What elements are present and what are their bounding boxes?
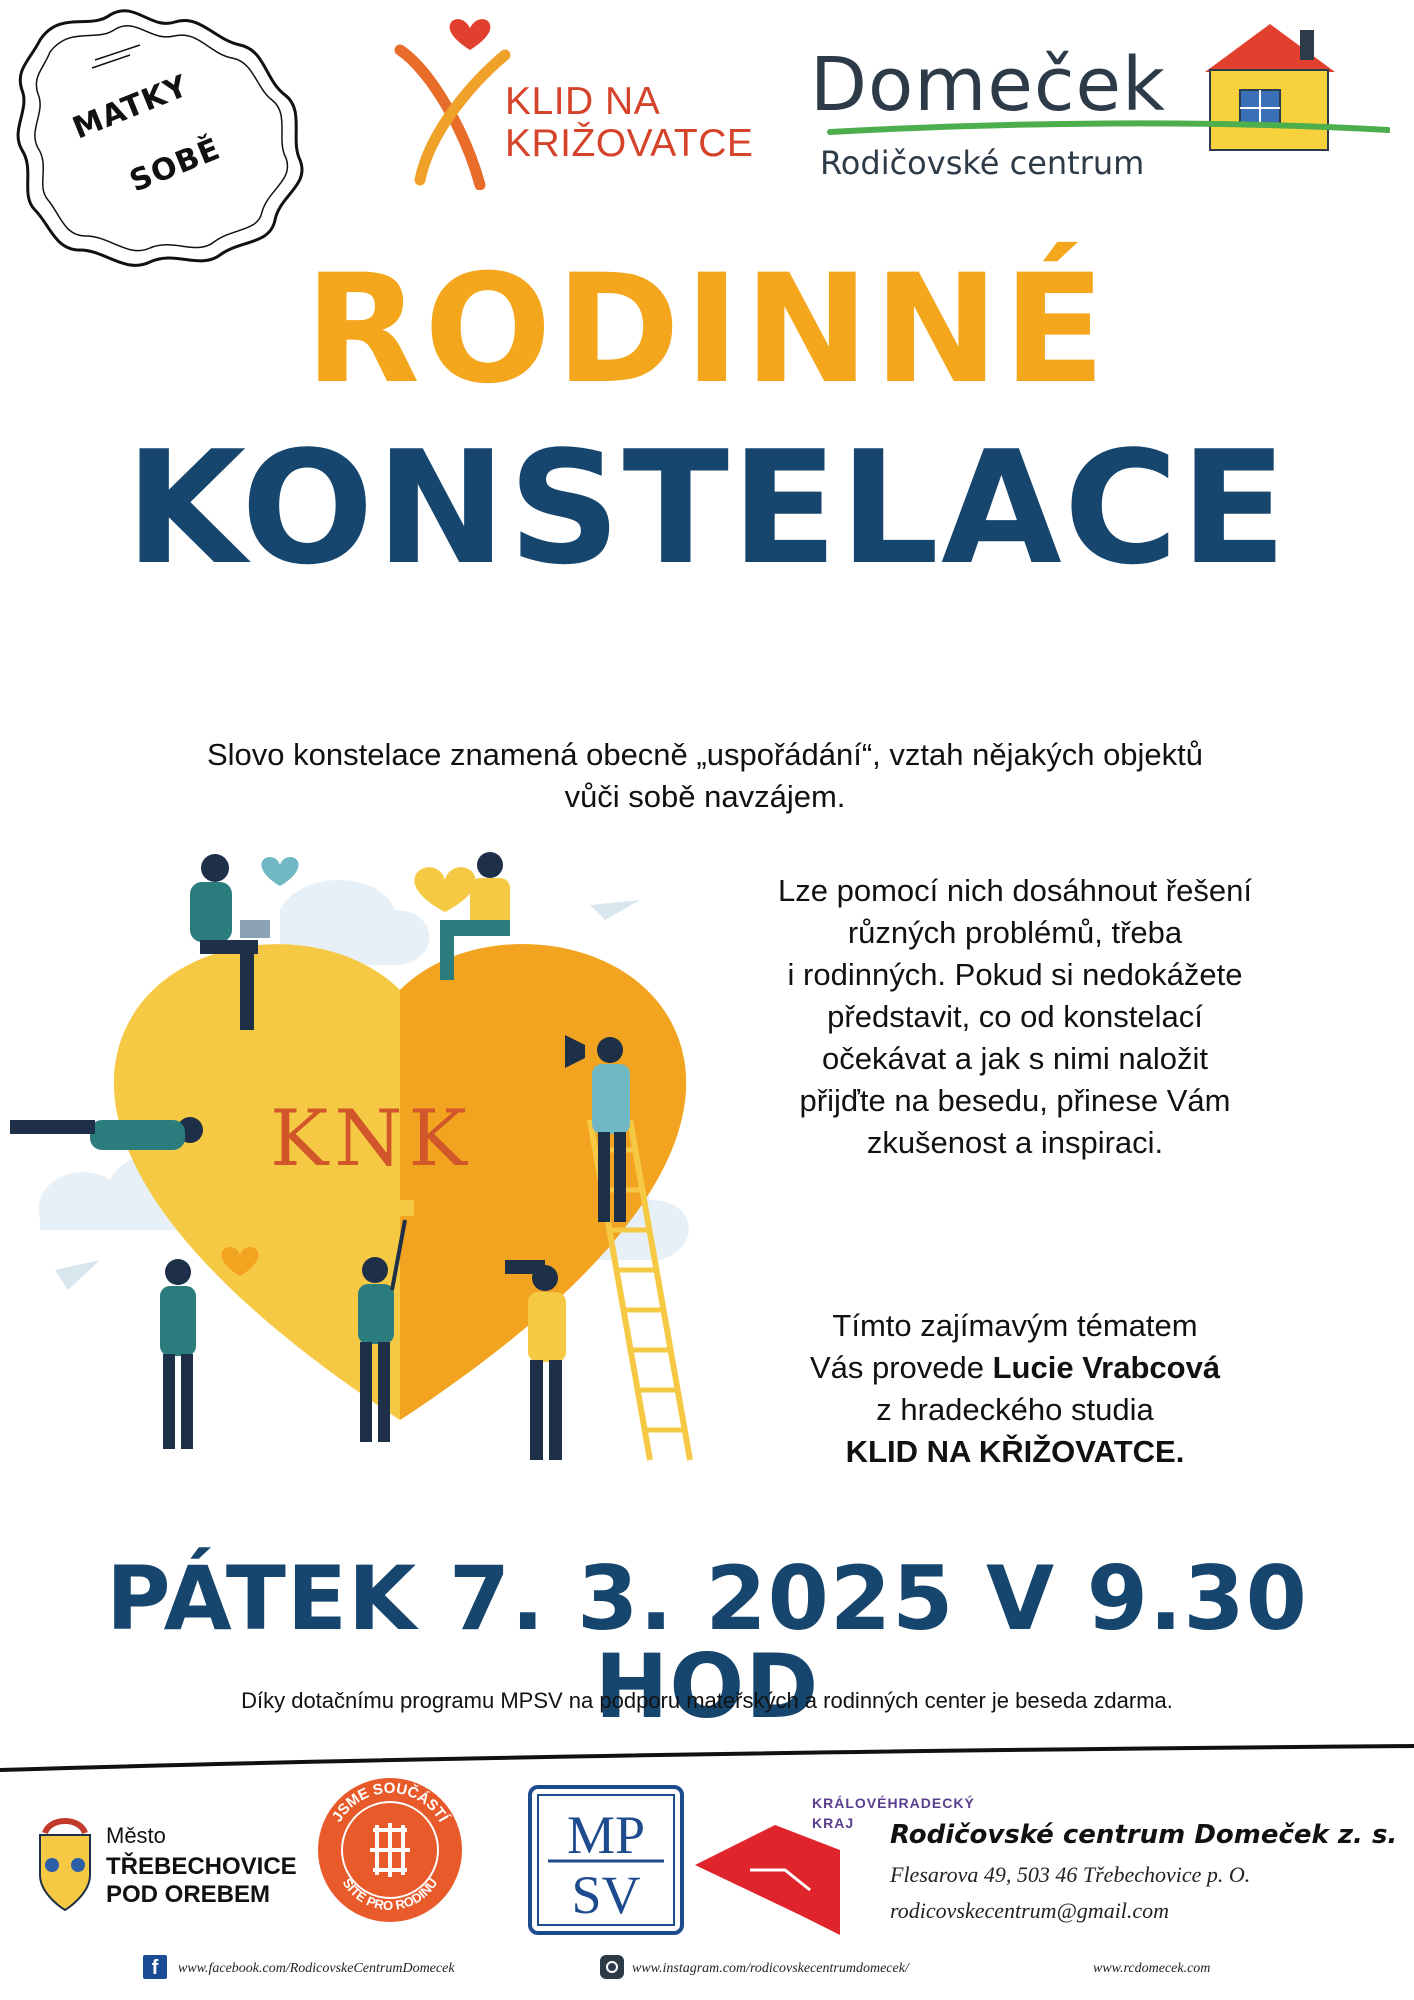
intro-paragraph [30,734,1380,818]
description-line: Lze pomocí nich dosáhnout řešení [778,873,1252,908]
presenter-name: Lucie Vrabcová [992,1350,1221,1385]
description-line: zkušenost a inspiraci. [866,1125,1164,1160]
paper-plane-icon [590,900,640,920]
mesto-name-line-1: TŘEBECHOVICE [106,1853,297,1880]
mesto-trebechovice-logo [30,1815,297,1925]
description-line: přijďte na besedu, přinese Vám [799,1083,1231,1118]
klid-figure-icon [385,10,515,190]
badge-arc-bottom: SÍTĚ PRO RODINU [339,1875,441,1914]
mesto-name-line-2: POD OREBEM [106,1881,271,1908]
presenter-paragraph [690,1305,1340,1473]
badge-text-sobe: SOBĚ [124,131,226,200]
studio-name: KLID NA KŘIŽOVATCE. [845,1434,1185,1469]
heart-illustration [0,820,720,1510]
headline-rodinne: RODINNÉ [304,243,1110,417]
presenter-line-1: Tímto zajímavým tématem [832,1308,1198,1343]
mesto-label: Město [106,1823,166,1848]
funding-note: Díky dotačnímu programu MPSV na podporu mateřských a rodinných center je beseda zdarma. [241,1688,1173,1713]
organization-address: Flesarova 49, 503 46 Třebechovice p. O. [890,1862,1251,1887]
instagram-icon[interactable] [600,1955,624,1979]
presenter-line-2 [690,1347,1340,1389]
small-heart-icon [414,867,475,912]
kralovehradecky-kraj-logo [690,1785,975,1935]
coat-of-arms-icon [30,1815,100,1915]
headline-konstelace: KONSTELACE [125,417,1289,599]
facebook-icon[interactable]: f [143,1955,167,1979]
kraj-label-line-2: KRAJ [812,1815,855,1831]
person-reaching [160,1259,196,1449]
badge-scalloped-frame [0,0,330,280]
description-paragraph [690,870,1340,1164]
organization-name: Rodičovské centrum Domeček z. s. [890,1820,1398,1850]
instagram-link[interactable]: www.instagram.com/rodicovskecentrumdomecek/ [632,1961,909,1976]
organization-email[interactable]: rodicovskecentrum@gmail.com [890,1898,1170,1923]
intro-line-2: vůči sobě navzájem. [564,779,846,814]
mpsv-logo [528,1785,684,1935]
heart-icon [450,19,491,50]
mpsv-top: MP [566,1805,646,1865]
facebook-link[interactable]: www.facebook.com/RodicovskeCentrumDomecek [178,1961,455,1976]
heart-text: KNK [270,1094,473,1184]
description-line: očekávat a jak s nimi naložit [822,1041,1208,1076]
sit-pro-rodinu-badge [315,1775,465,1925]
presenter-line-3: z hradeckého studia [876,1392,1154,1427]
small-heart-icon [261,857,298,886]
badge-text-matky: MATKY [67,68,194,147]
domecek-logo-subtitle: Rodičovské centrum [820,144,1145,182]
heart-illustration-svg [0,820,720,1510]
mpsv-bottom: SV [571,1865,641,1925]
website-link[interactable]: www.rcdomecek.com [1093,1961,1211,1976]
klid-logo-line-2: KRIŽOVATCE [505,122,754,165]
klid-logo-line-1: KLID NA [505,80,661,123]
presenter-prefix: Vás provede [809,1350,993,1385]
person-flying [10,1117,203,1150]
kraj-label-line-1: KRÁLOVÉHRADECKÝ [812,1795,975,1811]
footer-divider [0,1740,1414,1780]
domecek-logo [810,12,1390,182]
description-line: různých problémů, třeba [847,915,1183,950]
description-line: i rodinných. Pokud si nedokážete [787,957,1243,992]
domecek-logo-title: Domeček [810,42,1166,128]
event-date: PÁTEK 7. 3. 2025 V 9.30 HOD [106,1547,1308,1738]
paper-plane-icon [55,1260,100,1290]
intro-line-1: Slovo konstelace znamená obecně „uspořádání“, vztah nějakých objektů [206,737,1204,772]
matky-sobe-badge [0,0,330,280]
description-line: představit, co od konstelací [827,999,1203,1034]
klid-na-krizovatce-logo [385,10,754,190]
badge-arc-top: JSME SOUČÁSTÍ [328,1779,452,1826]
